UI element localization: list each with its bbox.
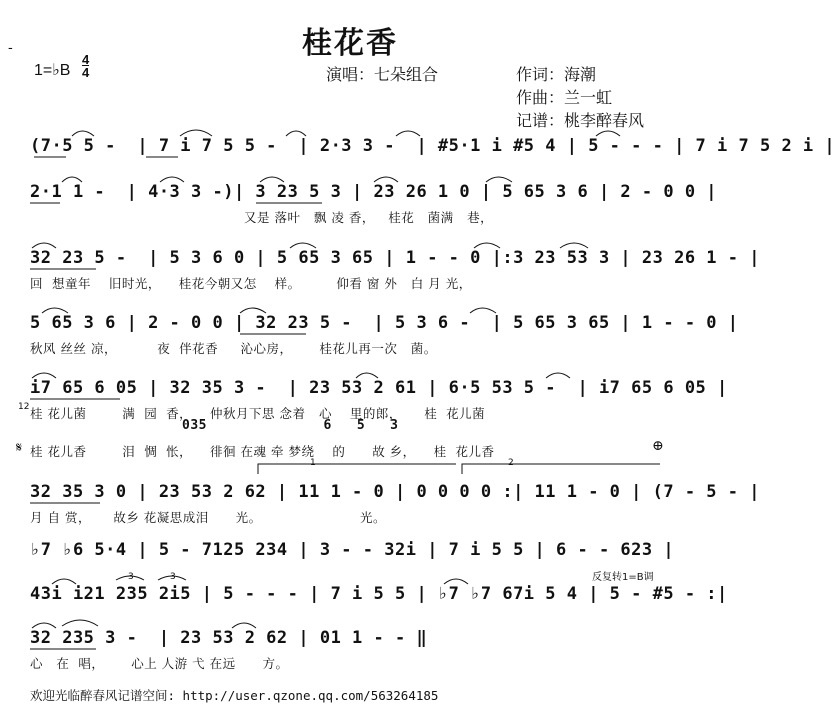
coda-icon: ⊕ bbox=[652, 438, 664, 454]
lyrics-row-10: 心 在 唱， 心上 人游 弋 在远 方。 bbox=[30, 656, 289, 671]
score-row-5: i7 65 6 05 | 32 35 3 - | 23 53 2 61 | 6·5 53 5 - | i7 65 6 05 | bbox=[30, 378, 728, 398]
volta-2: 2 bbox=[508, 458, 514, 468]
volta-bracket-1 bbox=[258, 464, 456, 474]
song-title: 桂花香 bbox=[302, 26, 398, 61]
score-row-4: 5 65 3 6 | 2 - 0 0 | 32 23 5 - | 5 3 6 - | 5 65 3 65 | 1 - - 0 | bbox=[30, 313, 739, 333]
alt-notes-row-6: 035 6 5 3 bbox=[182, 418, 399, 433]
lyrics-row-4: 秋风 丝丝 凉， 夜 伴花香 沁心房， 桂花儿再一次 菌。 bbox=[30, 341, 437, 356]
score-row-8: ♭7 ♭6 5·4 | 5 - 7125 234 | 3 - - 32i | 7 i 5 5 | 6 - - 623 | bbox=[30, 540, 675, 560]
volta-1: 1 bbox=[310, 458, 316, 468]
score-row-9: 43i i21 235 2i5 | 5 - - - | 7 i 5 5 | ♭7 ♭7 67i 5 4 | 5 - #5 - :| bbox=[30, 584, 728, 604]
score-row-1: (7·5 5 - | 7 i 7 5 5 - | 2·3 3 - | #5·1 i #5 4 | 5 - - - | 7 i 7 5 2 i | bbox=[30, 136, 835, 156]
score-row-7: 32 35 3 0 | 23 53 2 62 | 11 1 - 0 | 0 0 0 0 :| 11 1 - 0 | (7 - 5 - | bbox=[30, 482, 760, 502]
transcriber: 记谱：桃李醉春风 bbox=[516, 111, 645, 130]
score-row-3: 32 23 5 - | 5 3 6 0 | 5 65 3 65 | 1 - - 0 |:3 23 53 3 | 23 26 1 - | bbox=[30, 248, 760, 268]
singer: 演唱：七朵组合 bbox=[326, 65, 439, 84]
lyrics-row-6: 桂 花儿香 泪 惆 怅， 徘徊 在魂 牵 梦绕 的 故 乡， 桂 花儿香 bbox=[30, 444, 495, 459]
lyricist: 作词：海潮 bbox=[516, 65, 597, 84]
time-signature: 4 4 bbox=[82, 52, 90, 80]
lyrics-row-5: 桂 花儿菌 满 园 香， 仲秋月下思 念着 心 里的郎， 桂 花儿菌 bbox=[30, 406, 486, 421]
lyrics-row-7: 月 自 赏， 故乡 花凝思成泪 光。 光。 bbox=[30, 510, 387, 525]
triplet-mark: 3 bbox=[128, 572, 134, 582]
score-row-2: 2·1 1 - | 4·3 3 -)| 3 23 5 3 | 23 26 1 0 | 5 65 3 6 | 2 - 0 0 | bbox=[30, 182, 718, 202]
footer-link-text: 欢迎光临醉春风记谱空间: http://user.qzone.qq.com/563264185 bbox=[30, 688, 439, 703]
triplet-mark: 3 bbox=[170, 572, 176, 582]
volta-bracket-2 bbox=[462, 464, 660, 474]
measure-number: 12 bbox=[18, 402, 30, 412]
margin-dash: - bbox=[8, 40, 13, 56]
composer: 作曲：兰一虹 bbox=[516, 88, 613, 107]
repeat-key-change-note: 反复转1=B调 bbox=[592, 572, 654, 583]
segno-icon: 𝄋 bbox=[16, 440, 23, 456]
lyrics-row-2: 又是 落叶 飘 凌 香， 桂花 菌满 巷， bbox=[244, 210, 494, 225]
key-signature: 1=♭B bbox=[34, 62, 71, 79]
lyrics-row-3: 回 想童年 旧时光， 桂花今朝又怎 样。 仰看 窗 外 白 月 光， bbox=[30, 276, 472, 291]
slur bbox=[62, 620, 98, 626]
score-row-10: 32 235 3 - | 23 53 2 62 | 01 1 - - ‖ bbox=[30, 628, 428, 648]
